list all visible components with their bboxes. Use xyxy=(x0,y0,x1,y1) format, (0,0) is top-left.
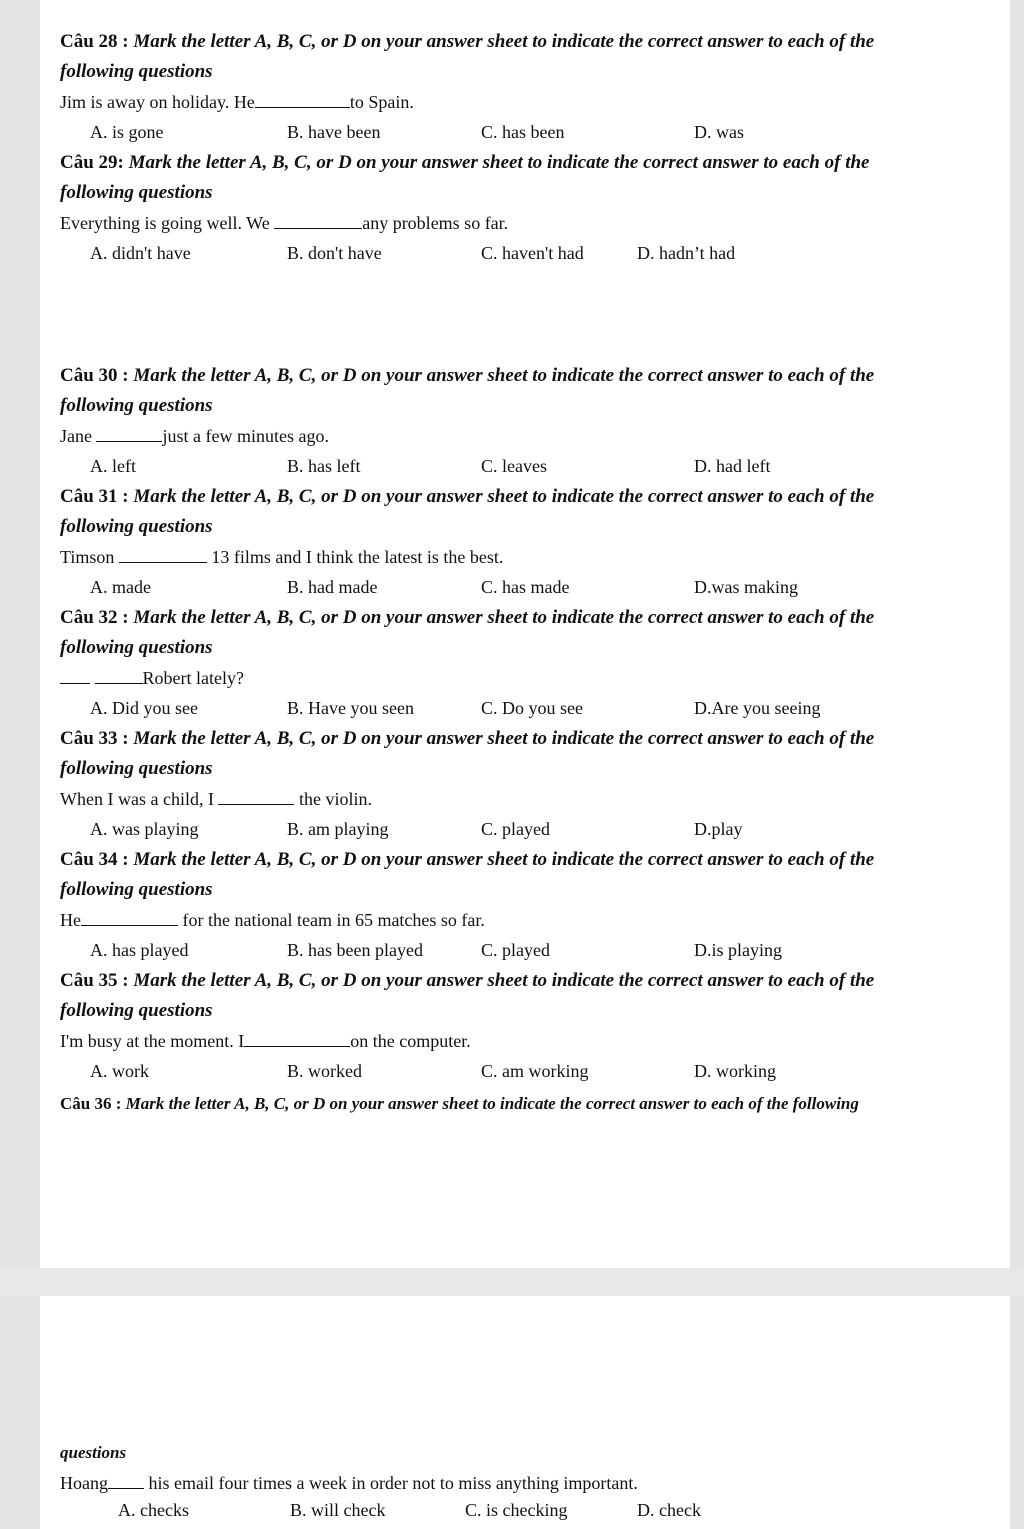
option-a: A. Did you see xyxy=(90,698,198,718)
question-header: Câu 35 : Mark the letter A, B, C, or D on your answer sheet to indicate the correct answer to each of the xyxy=(60,970,875,991)
answer-blank xyxy=(255,91,350,108)
question-header: Câu 30 : Mark the letter A, B, C, or D on your answer sheet to indicate the correct answer to each of the xyxy=(60,365,875,386)
option-d: D. had left xyxy=(694,456,771,476)
question-31 xyxy=(60,482,920,602)
question-header-tail: following questions xyxy=(60,61,213,82)
option-c: C. am working xyxy=(481,1061,589,1081)
question-34 xyxy=(60,845,920,965)
answer-blank xyxy=(81,909,178,926)
option-d: D.is playing xyxy=(694,940,782,960)
question-header-tail: following questions xyxy=(60,516,213,537)
question-header: Câu 32 : Mark the letter A, B, C, or D on your answer sheet to indicate the correct answer to each of the xyxy=(60,607,875,628)
option-d: D.play xyxy=(694,819,743,839)
option-b: B. don't have xyxy=(287,243,382,263)
option-c: C. is checking xyxy=(465,1500,568,1520)
option-a: A. has played xyxy=(90,940,189,960)
question-stem: I'm busy at the moment. I on the computer. xyxy=(60,1031,471,1051)
question-33 xyxy=(60,724,920,844)
question-header: Câu 36 : Mark the letter A, B, C, or D on your answer sheet to indicate the correct answer to each of the following xyxy=(60,1094,859,1113)
options xyxy=(60,572,920,602)
question-header: Câu 33 : Mark the letter A, B, C, or D on your answer sheet to indicate the correct answer to each of the xyxy=(60,728,875,749)
option-d: D. was xyxy=(694,122,744,142)
question-36 xyxy=(60,1089,920,1119)
option-b: B. Have you seen xyxy=(287,698,414,718)
options xyxy=(60,693,920,723)
answer-blank xyxy=(119,546,207,563)
option-d: D. working xyxy=(694,1061,776,1081)
option-d: D. hadn’t had xyxy=(637,243,736,263)
question-stem: Hoang his email four times a week in order not to miss anything important. xyxy=(60,1473,638,1493)
option-c: C. Do you see xyxy=(481,698,583,718)
answer-blank xyxy=(244,1030,350,1047)
answer-blank xyxy=(108,1472,144,1489)
option-b: B. have been xyxy=(287,122,381,142)
question-29 xyxy=(60,148,920,268)
option-b: B. worked xyxy=(287,1061,362,1081)
option-d: D.Are you seeing xyxy=(694,698,821,718)
options xyxy=(60,451,920,481)
answer-blank xyxy=(60,667,90,684)
question-header-tail: following questions xyxy=(60,637,213,658)
options xyxy=(60,1495,920,1525)
question-stem: He for the national team in 65 matches so far. xyxy=(60,910,485,930)
question-stem: Everything is going well. We any problems so far. xyxy=(60,213,509,233)
question-header: Câu 31 : Mark the letter A, B, C, or D on your answer sheet to indicate the correct answer to each of the xyxy=(60,486,875,507)
question-36-continued xyxy=(60,1438,920,1528)
answer-blank xyxy=(218,788,294,805)
question-header-tail: following questions xyxy=(60,182,213,203)
question-header: Câu 34 : Mark the letter A, B, C, or D on your answer sheet to indicate the correct answer to each of the xyxy=(60,849,875,870)
option-d: D.was making xyxy=(694,577,798,597)
question-stem: Timson 13 films and I think the latest is the best. xyxy=(60,547,504,567)
answer-blank xyxy=(274,212,362,229)
answer-blank xyxy=(95,667,143,684)
question-28 xyxy=(60,27,920,147)
question-header: Câu 29: Mark the letter A, B, C, or D on your answer sheet to indicate the correct answer to each of the xyxy=(60,152,870,173)
option-b: B. had made xyxy=(287,577,378,597)
question-32 xyxy=(60,603,920,723)
option-a: A. was playing xyxy=(90,819,199,839)
option-b: B. has been played xyxy=(287,940,423,960)
option-a: A. left xyxy=(90,456,136,476)
question-stem: When I was a child, I the violin. xyxy=(60,789,372,809)
option-a: A. checks xyxy=(118,1500,189,1520)
question-header-tail: following questions xyxy=(60,758,213,779)
option-b: B. will check xyxy=(290,1500,386,1520)
page-gap xyxy=(0,1268,1024,1296)
option-c: C. has been xyxy=(481,122,565,142)
options xyxy=(60,935,920,965)
option-a: A. didn't have xyxy=(90,243,191,263)
option-d: D. check xyxy=(637,1500,701,1520)
question-35 xyxy=(60,966,920,1086)
options xyxy=(60,117,920,147)
options xyxy=(60,1056,920,1086)
question-stem: Jim is away on holiday. He to Spain. xyxy=(60,92,414,112)
option-c: C. played xyxy=(481,819,550,839)
option-b: B. has left xyxy=(287,456,361,476)
options xyxy=(60,814,920,844)
option-c: C. has made xyxy=(481,577,570,597)
option-c: C. haven't had xyxy=(481,243,584,263)
option-b: B. am playing xyxy=(287,819,389,839)
option-a: A. work xyxy=(90,1061,149,1081)
question-stem: Jane just a few minutes ago. xyxy=(60,426,329,446)
question-header-tail: questions xyxy=(60,1443,127,1462)
question-stem: Robert lately? xyxy=(60,663,920,693)
option-c: C. played xyxy=(481,940,550,960)
question-header-tail: following questions xyxy=(60,1000,213,1021)
option-a: A. made xyxy=(90,577,151,597)
question-header-tail: following questions xyxy=(60,879,213,900)
options xyxy=(60,238,920,268)
answer-blank xyxy=(96,425,162,442)
question-30 xyxy=(60,361,920,481)
option-a: A. is gone xyxy=(90,122,164,142)
question-header-tail: following questions xyxy=(60,395,213,416)
option-c: C. leaves xyxy=(481,456,547,476)
question-header: Câu 28 : Mark the letter A, B, C, or D on your answer sheet to indicate the correct answer to each of the xyxy=(60,31,875,52)
